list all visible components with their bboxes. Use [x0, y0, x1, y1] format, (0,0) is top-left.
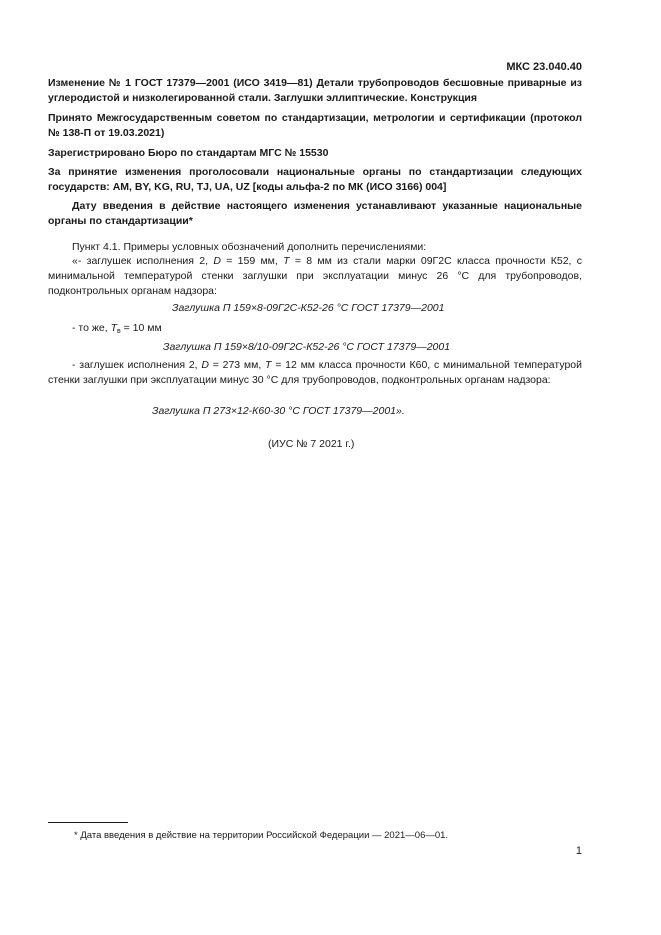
paragraph-item-2	[48, 321, 582, 339]
registered-by: Зарегистрировано Бюро по стандартам МГС № 15530	[48, 147, 329, 159]
text-fragment: = 273 мм,	[208, 359, 266, 371]
text-fragment: = 12 мм класса прочности К60, с минимальной температурой стенки заглушки при эксплуатации минус 30 °С для трубопроводов, подконтрольных органам надзора:	[48, 359, 582, 386]
example-designation-2: Заглушка П 159×8/10-09Г2С-К52-26 °С ГОСТ 17379—2001	[163, 341, 451, 353]
amendment-title: Изменение № 1 ГОСТ 17379—2001 (ИСО 3419—81) Детали трубопроводов бесшовные приварные из углеродистой и низколегированной стали. Заглушки эллиптические. Конструкция	[48, 77, 582, 104]
text-fragment: = 10 мм	[120, 322, 162, 334]
symbol-t: T	[265, 359, 272, 371]
mks-code: МКС 23.040.40	[506, 61, 582, 73]
text-fragment: - то же,	[72, 322, 111, 334]
text-fragment: - заглушек исполнения 2,	[72, 359, 202, 371]
symbol-d: D	[213, 255, 221, 267]
ius-reference: (ИУС № 7 2021 г.)	[268, 438, 355, 450]
paragraph-item-1	[48, 254, 582, 299]
adopted-by: Принято Межгосударственным советом по стандартизации, метрологии и сертификации (протокол № 138-П от 19.03.2021)	[48, 112, 582, 139]
example-designation-1: Заглушка П 159×8-09Г2С-К52-26 °С ГОСТ 17379—2001	[172, 302, 445, 314]
footnote-separator	[48, 822, 128, 823]
page-number: 1	[575, 845, 582, 857]
text-fragment: «- заглушек исполнения 2,	[72, 255, 214, 267]
symbol-t: T	[283, 255, 290, 267]
paragraph-item-3	[48, 358, 582, 388]
date-introduction: Дату введения в действие настоящего изменения устанавливают указанные национальные органы по стандартизации*	[48, 200, 582, 227]
example-designation-3: Заглушка П 273×12-К60-30 °С ГОСТ 17379—2001».	[152, 405, 405, 417]
text-fragment: = 8 мм из стали марки 09Г2С класса прочности К52, с минимальной температурой стенки заглушки при эксплуатации минус 26 °С для трубопроводов, подконтрольных органам надзора:	[48, 255, 582, 297]
symbol-d: D	[201, 359, 209, 371]
paragraph-clause: Пункт 4.1. Примеры условных обозначений дополнить перечислениями:	[72, 241, 427, 253]
symbol-t: T	[110, 322, 117, 334]
text-fragment: = 159 мм,	[220, 255, 284, 267]
footnote: * Дата введения в действие на территории Российской Федерации — 2021—06—01.	[74, 830, 449, 841]
subscript: в	[116, 328, 121, 335]
voting-countries: За принятие изменения проголосовали национальные органы по стандартизации следующих государств: AM, BY, KG, RU, TJ, UA, UZ [коды альфа-2 по МК (ИСО 3166) 004]	[48, 166, 582, 193]
document-page	[48, 0, 582, 935]
